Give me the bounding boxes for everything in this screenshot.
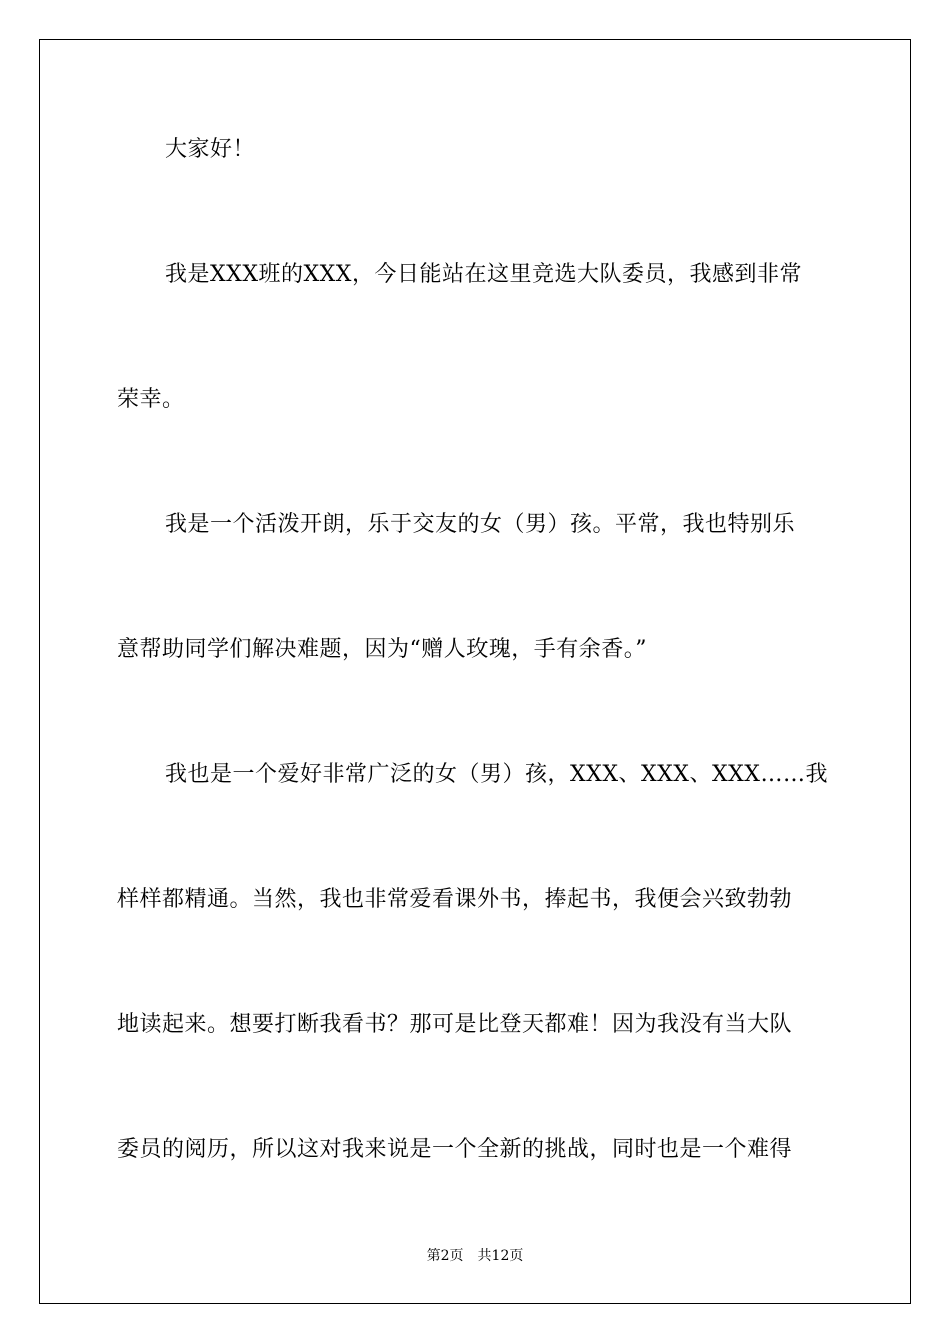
paragraph-line: 意帮助同学们解决难题，因为“赠人玫瑰，手有余香。” bbox=[117, 637, 647, 662]
paragraph-line-text: 我是XXX班的XXX，今日能站在这里竞选大队委员，我感到非常 bbox=[165, 262, 802, 287]
page-number: 第2页 bbox=[426, 1248, 464, 1264]
paragraph-line: 我是一个活泼开朗，乐于交友的女（男）孩。平常，我也特别乐 bbox=[165, 512, 796, 537]
paragraph-line bbox=[165, 260, 833, 290]
page-footer bbox=[0, 1246, 950, 1266]
paragraph-line: 地读起来。想要打断我看书？那可是比登天都难！因为我没有当大队 bbox=[117, 1012, 793, 1037]
page-total: 共12页 bbox=[477, 1248, 524, 1264]
paragraph-line: 样样都精通。当然，我也非常爱看课外书，捧起书，我便会兴致勃勃 bbox=[117, 887, 793, 912]
paragraph-line: 委员的阅历，所以这对我来说是一个全新的挑战，同时也是一个难得 bbox=[117, 1137, 793, 1162]
paragraph-line: 荣幸。 bbox=[117, 387, 185, 412]
paragraph-line: 我也是一个爱好非常广泛的女（男）孩，XXX、XXX、XXX……我 bbox=[165, 762, 828, 787]
paragraph-greeting: 大家好！ bbox=[165, 137, 256, 162]
page-frame bbox=[39, 39, 911, 1304]
